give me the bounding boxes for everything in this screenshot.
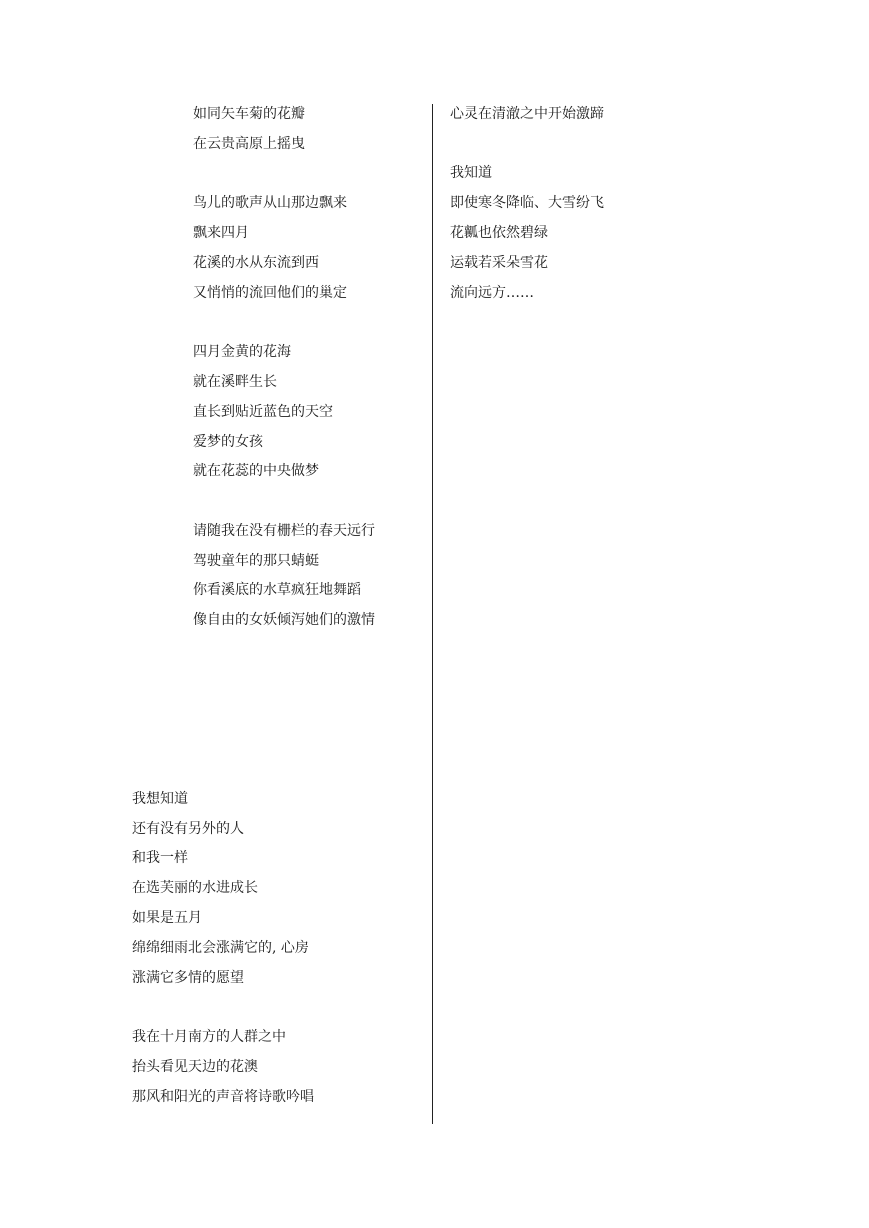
- poem-line: 花瓤也依然碧绿: [450, 225, 548, 241]
- poem-line: 像自由的女妖倾泻她们的激情: [193, 612, 375, 628]
- poem-line: 爱梦的女孩: [193, 434, 263, 450]
- poem-line: 鸟儿的歌声从山那边飘来: [193, 195, 347, 211]
- poem-line: 即使寒冬降临、大雪纷飞: [450, 195, 604, 211]
- poem-line: 抬头看见天边的花澳: [132, 1059, 258, 1075]
- poem-line: 流向远方……: [450, 285, 534, 301]
- poem-line: 就在花蕊的中央做梦: [193, 463, 319, 479]
- poem-line: 绵绵细雨北会涨满它的, 心房: [132, 940, 309, 956]
- poem-line: 我知道: [450, 165, 492, 181]
- poem-line: 涨满它多情的愿望: [132, 970, 244, 986]
- poem-line: 那风和阳光的声音将诗歌吟唱: [132, 1089, 314, 1105]
- poem-line: 我在十月南方的人群之中: [132, 1029, 286, 1045]
- poem-line: 运载若采朵雪花: [450, 255, 548, 271]
- poem-line: 驾驶童年的那只蜻蜓: [193, 553, 319, 569]
- poem-line: 我想知道: [132, 791, 188, 807]
- poem-line: 如同矢车菊的花瓣: [193, 106, 305, 122]
- poem-line: 还有没有另外的人: [132, 821, 244, 837]
- poem-line: 请随我在没有栅栏的春天远行: [193, 523, 375, 539]
- poem-line: 就在溪畔生长: [193, 374, 277, 390]
- column-divider: [432, 104, 433, 1124]
- poem-line: 和我一样: [132, 850, 188, 866]
- poem-line: 在选芙丽的水进成长: [132, 880, 258, 896]
- poem-line: 飘来四月: [193, 225, 249, 241]
- poem-line: 四月金黄的花海: [193, 344, 291, 360]
- poem-line: 花溪的水从东流到西: [193, 255, 319, 271]
- poem-line: 你看溪底的水草疯狂地舞蹈: [193, 582, 361, 598]
- poem-line: 心灵在清澈之中开始激蹄: [450, 106, 604, 122]
- poem-line: 在云贵高原上摇曳: [193, 136, 305, 152]
- poem-line: 如果是五月: [132, 910, 202, 926]
- poem-line: 直长到贴近蓝色的天空: [193, 404, 333, 420]
- poem-line: 又悄悄的流回他们的巢定: [193, 285, 347, 301]
